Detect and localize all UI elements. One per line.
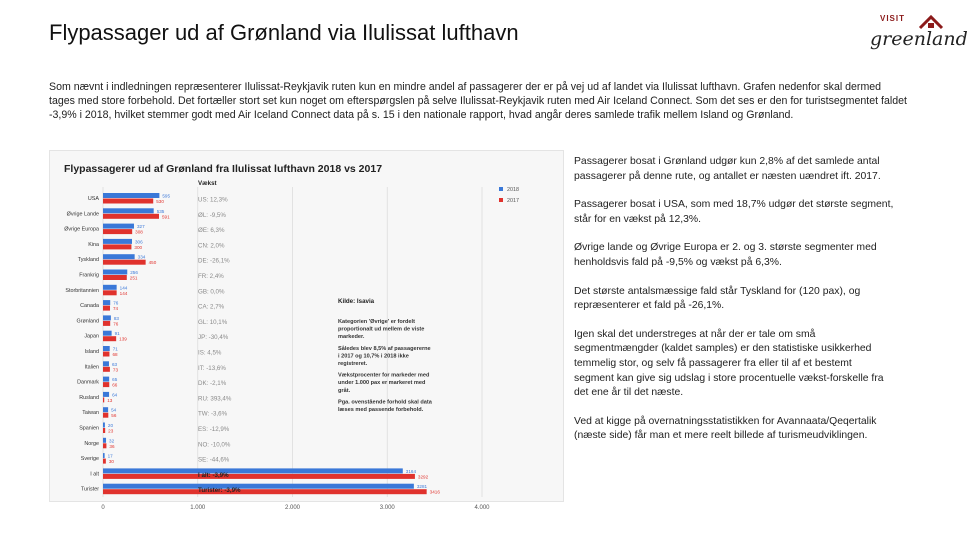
note-line: Kategorien 'Øvrige' er fordelt <box>338 319 415 325</box>
data-label-2018: 54 <box>111 407 117 413</box>
bar-2018 <box>103 392 109 397</box>
data-label-2018: 32 <box>109 438 115 444</box>
category-label: Spanien <box>79 425 99 432</box>
growth-label: US: 12,3% <box>198 196 228 204</box>
data-label-2018: 144 <box>119 285 128 291</box>
category-label: Kina <box>88 241 99 248</box>
data-label-2017: 36 <box>109 443 115 449</box>
data-label-2017: 13 <box>107 397 113 403</box>
data-label-2017: 3416 <box>429 489 440 495</box>
data-label-2017: 56 <box>111 413 117 419</box>
legend-swatch-2018 <box>499 187 503 191</box>
bar-2018 <box>103 270 127 275</box>
bar-2017 <box>103 260 146 265</box>
data-label-2018: 91 <box>114 331 120 337</box>
chart-svg <box>50 151 563 511</box>
category-label: Taiwan <box>82 410 99 417</box>
data-label-2018: 65 <box>112 377 118 383</box>
data-label-2018: 20 <box>107 423 114 428</box>
note-line: i 2017 og 10,7% i 2018 ikke <box>338 353 409 360</box>
category-label: USA <box>87 196 99 202</box>
bullet-greenland: Passagerer bosat i Grønland udgør kun 2,8% af det samlede antal passagerer på denne rute, og antallet er næsten uændret ift. 2017. <box>574 156 881 182</box>
growth-label: Turister: -3,9% <box>198 487 241 495</box>
growth-label: JP: -30,4% <box>198 334 229 342</box>
data-label-2017: 139 <box>119 336 127 342</box>
data-label-2017: 73 <box>112 367 119 373</box>
note-line: under 1.000 pax er markeret med <box>338 380 426 387</box>
chart-title: Flypassagerer ud af Grønland fra Ilulissat lufthavn 2018 vs 2017 <box>64 163 383 175</box>
growth-header: Vækst <box>198 180 217 187</box>
data-label-2017: 300 <box>134 244 143 250</box>
bullet-germany: Det største antalsmæssige fald står Tyskland for (120 pax), og repræsenterer et fald på -26,1%. <box>574 285 861 312</box>
note-line: registreret. <box>338 361 368 367</box>
note-line: markeder. <box>338 334 365 341</box>
data-label-2017: 144 <box>119 290 128 296</box>
bar-2018 <box>103 193 159 198</box>
bar-2017 <box>103 290 117 295</box>
note-line: Således blev 8,5% af passagererne <box>338 345 431 352</box>
data-label-2018: 3281 <box>416 484 428 490</box>
category-label: Grønland <box>76 318 99 325</box>
bar-2018 <box>103 300 110 305</box>
growth-label: ES: -12,9% <box>198 426 230 433</box>
category-label: Japan <box>84 333 99 340</box>
bar-2018 <box>103 438 106 443</box>
growth-label: IS: 4,5% <box>198 349 222 357</box>
category-label: Turister <box>80 486 99 493</box>
data-label-2017: 74 <box>113 306 119 312</box>
category-label: Storbritannien <box>65 287 99 294</box>
bar-2018 <box>103 423 105 428</box>
bar-2018 <box>103 285 117 290</box>
bar-2018 <box>103 377 109 382</box>
category-label: Tyskland <box>77 257 99 264</box>
bar-2018 <box>103 407 108 412</box>
category-label: Island <box>84 349 99 355</box>
growth-label: FR: 2,4% <box>198 273 224 280</box>
growth-label: SE: -44,6% <box>198 456 230 464</box>
data-label-2017: 591 <box>161 214 170 220</box>
growth-label: DK: -2,1% <box>198 380 227 388</box>
note-source: Kilde: Isavia <box>338 298 375 305</box>
intro-text: Som nævnt i indledningen repræsenterer Ilulissat-Reykjavik ruten kun en mindre andel af passagerer der er på vej ud af landet via Ilulissat lufthavn. Grafen nedenfor skal dermed tages med store forbehold. Det fortæller stort set kun noget om efterspørgslen på selve Ilulissat-Reykjavik ruten med Air Iceland Connect. Som det ses er den for turistsegmentet faldet -3,9% i 2018, hvilket stemmer godt med Air Iceland Connect data på s. 15 i den nationale rapport, hvad angår deres samlede trafik mellem Island og Grønland. <box>49 81 907 122</box>
bar-2018 <box>103 484 414 489</box>
bar-2018 <box>103 361 109 366</box>
growth-label: IT: -13,6% <box>198 364 226 372</box>
note-line: Vækstprocenter for markeder med <box>338 372 430 379</box>
growth-label: TW: -3,6% <box>198 410 228 418</box>
logo-word: greenland <box>870 28 968 50</box>
bar-2018 <box>103 453 105 458</box>
category-label: Sverige <box>80 456 99 463</box>
growth-label: CN: 2,0% <box>198 242 225 250</box>
bar-2018 <box>103 254 135 259</box>
bar-2017 <box>103 459 106 464</box>
growth-label: ØE: 6,3% <box>198 227 225 235</box>
bar-2017 <box>103 367 110 372</box>
growth-label: CA: 2,7% <box>198 303 225 311</box>
note-line: gråt. <box>338 387 351 394</box>
bullet-sample-caveat: Igen skal det understreges at når der er tale om små segmentmængder (kaldet samples) er den statistiske usikkerhed temmelig stor, og selv få passagerer fra eller til af et bestemt segment kan give sig udslag i store procentuelle vækst-forskelle fra det ene år til det næste. <box>574 328 884 399</box>
bar-2018 <box>103 468 403 473</box>
x-tick-label: 2.000 <box>284 505 301 511</box>
bar-2017 <box>103 489 427 494</box>
page-title: Flypassager ud af Grønland via Ilulissat lufthavn <box>49 20 519 45</box>
bar-2017 <box>103 471 415 479</box>
passenger-chart <box>49 150 564 511</box>
category-label: Øvrige Lande <box>66 211 99 218</box>
growth-label: GL: 10,1% <box>198 318 228 326</box>
data-label-2017: 30 <box>108 459 114 465</box>
category-label: I alt <box>90 471 99 478</box>
bar-2017 <box>103 352 109 357</box>
growth-label: DE: -26,1% <box>198 257 230 265</box>
data-label-2017: 68 <box>112 352 118 357</box>
bar-2017 <box>103 382 109 387</box>
data-label-2017: 76 <box>113 321 119 327</box>
data-label-2018: 256 <box>130 270 138 275</box>
legend-swatch-2017 <box>499 198 503 202</box>
growth-label: GB: 0,0% <box>198 288 225 296</box>
data-label-2017: 450 <box>148 260 157 266</box>
bar-2017 <box>103 397 104 402</box>
x-tick-label: 3.000 <box>379 505 395 511</box>
growth-label: ØL: -9,5% <box>198 211 226 219</box>
growth-label: I alt: -3,9% <box>198 471 229 479</box>
bar-2017 <box>103 413 108 418</box>
bar-2017 <box>103 443 106 448</box>
data-label-2018: 17 <box>107 453 113 459</box>
data-label-2018: 306 <box>134 239 143 245</box>
commentary <box>574 155 894 458</box>
category-label: Øvrige Europa <box>64 226 99 233</box>
growth-label: NO: -10,0% <box>198 441 231 449</box>
bar-2017 <box>103 321 110 326</box>
intro-paragraph <box>49 80 909 123</box>
bar-2018 <box>103 315 111 320</box>
data-label-2018: 327 <box>136 224 145 230</box>
bullet-overnight-stats: Ved at kigge på overnatningsstatistikken for Avannaata/Qeqertalik (næste side) får man et mere reelt billede af turismeudviklingen. <box>574 415 877 442</box>
bar-2017 <box>103 336 116 341</box>
category-label: Canada <box>80 303 99 310</box>
legend-label-2017: 2017 <box>507 198 519 204</box>
logo-visit-text: VISIT <box>880 14 906 23</box>
data-label-2018: 535 <box>156 208 165 214</box>
bar-2017 <box>103 275 127 280</box>
data-label-2017: 308 <box>135 229 143 235</box>
data-label-2018: 3164 <box>405 468 417 474</box>
data-label-2018: 76 <box>113 300 119 306</box>
data-label-2017: 251 <box>129 275 138 281</box>
bar-2018 <box>103 346 110 351</box>
bar-2018 <box>103 224 134 229</box>
data-label-2018: 71 <box>112 346 118 352</box>
data-label-2018: 334 <box>137 254 146 260</box>
data-label-2017: 3292 <box>417 474 429 480</box>
visit-greenland-logo <box>868 14 968 56</box>
data-label-2017: 23 <box>108 428 114 434</box>
note-line: læses med passende forbehold. <box>338 407 424 413</box>
bullet-usa: Passagerer bosat i USA, som med 18,7% udgør det største segment, står for en vækst på 12,3%. <box>574 199 894 225</box>
data-label-2018: 63 <box>111 361 118 367</box>
bar-2017 <box>103 306 110 311</box>
x-tick-label: 4.000 <box>474 505 490 511</box>
growth-label: RU: 393,4% <box>198 395 232 403</box>
data-label-2018: 64 <box>112 392 118 398</box>
data-label-2017: 530 <box>156 199 164 204</box>
bullet-other-countries: Øvrige lande og Øvrige Europa er 2. og 3. største segmenter med henholdsvis fald på -9,5% og vækst på 6,3%. <box>574 242 877 268</box>
note-line: proportionalt ud mellem de viste <box>338 326 425 333</box>
category-label: Rusland <box>79 394 99 401</box>
note-line: Pga. ovenstående forhold skal data <box>338 399 432 406</box>
bar-2018 <box>103 208 154 213</box>
legend-label-2018: 2018 <box>507 187 519 193</box>
bar-2017 <box>103 229 132 234</box>
bar-2017 <box>103 199 153 204</box>
data-label-2017: 66 <box>112 382 118 388</box>
bar-2017 <box>103 244 131 249</box>
data-label-2018: 83 <box>113 315 119 321</box>
x-tick-label: 0 <box>101 505 105 511</box>
category-label: Italien <box>84 364 99 371</box>
data-label-2018: 595 <box>162 193 171 199</box>
bar-2018 <box>103 331 112 336</box>
bar-2017 <box>103 428 105 433</box>
bar-2017 <box>103 214 159 219</box>
category-label: Frankrig <box>79 272 99 279</box>
category-label: Norge <box>84 440 99 447</box>
x-tick-label: 1.000 <box>190 505 206 511</box>
category-label: Danmark <box>77 379 99 386</box>
bar-2018 <box>103 239 132 244</box>
